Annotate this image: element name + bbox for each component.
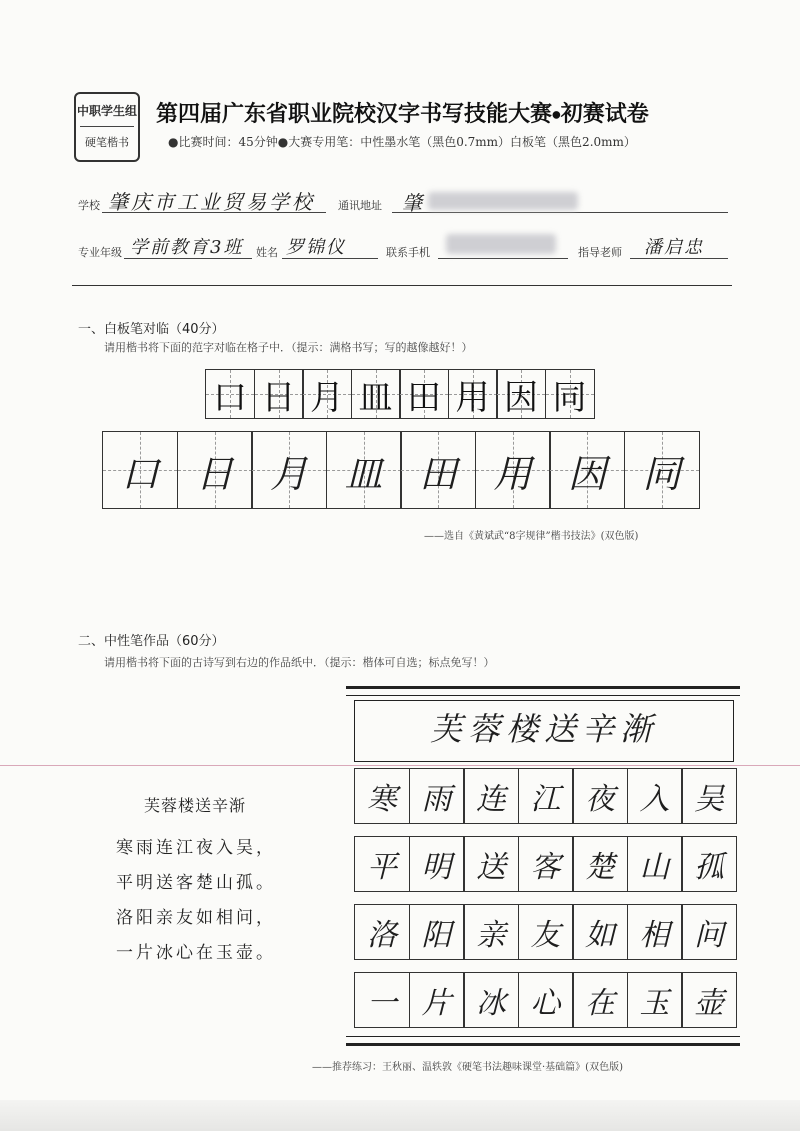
badge-divider (80, 126, 134, 127)
exam-title-suffix: 初赛试卷 (560, 102, 649, 127)
section2-source: ——推荐练习：王秋丽、温轶敦《硬笔书法趣味课堂·基础篇》(双色版) (312, 1062, 623, 1073)
work-char: 平 (367, 850, 397, 885)
model-char: 口 (213, 377, 247, 418)
exam-title (156, 97, 649, 128)
work-cell[interactable] (409, 768, 465, 824)
work-cell[interactable] (463, 904, 519, 960)
work-char: 壶 (694, 986, 724, 1021)
name-label: 姓名 (256, 246, 278, 259)
work-char: 相 (639, 918, 670, 953)
copy-char-cell[interactable] (177, 431, 253, 509)
badge-group-label: 中职学生组 (76, 104, 137, 118)
section1-title: 一、白板笔对临（40分） (78, 322, 225, 337)
copy-char: 田 (418, 451, 457, 496)
work-char: 问 (694, 918, 724, 953)
work-char: 玉 (639, 986, 670, 1021)
copy-char-cell[interactable] (475, 431, 551, 509)
work-char: 送 (476, 850, 506, 885)
work-row (354, 904, 736, 960)
work-char: 吴 (694, 782, 724, 817)
copy-char-cell[interactable] (102, 431, 178, 509)
work-char: 亲 (476, 918, 506, 953)
copy-char: 口 (120, 451, 159, 496)
model-char: 因 (504, 377, 538, 418)
work-cell[interactable] (354, 972, 410, 1028)
title-dot: ● (552, 109, 561, 121)
teacher-label: 指导老师 (578, 246, 622, 259)
scan-edge (0, 1100, 800, 1131)
model-char-cell (545, 369, 595, 419)
work-char: 孤 (694, 850, 724, 885)
work-cell[interactable] (409, 972, 465, 1028)
work-char: 明 (421, 850, 452, 885)
model-char: 用 (455, 377, 490, 418)
work-char: 洛 (367, 918, 397, 953)
work-cell[interactable] (354, 768, 410, 824)
header-divider (72, 285, 732, 286)
work-cell[interactable] (627, 972, 683, 1028)
poem-title: 芙蓉楼送辛渐 (144, 796, 247, 815)
work-cell[interactable] (572, 768, 628, 824)
category-badge (74, 92, 140, 162)
copy-char: 皿 (344, 451, 383, 496)
work-row (354, 972, 736, 1028)
teacher-field[interactable]: 潘启忠 (644, 237, 704, 258)
school-label: 学校 (78, 199, 100, 212)
exam-title-main: 第四届广东省职业院校汉字书写技能大赛 (156, 102, 553, 127)
work-cell[interactable] (518, 904, 574, 960)
address-redaction (428, 192, 578, 210)
exam-info: ●比赛时间：45分钟●大赛专用笔：中性墨水笔（黑色0.7mm）白板笔（黑色2.0mm） (168, 135, 636, 149)
name-field[interactable]: 罗锦仪 (286, 237, 346, 258)
major-label: 专业年级 (78, 246, 122, 259)
work-char: 连 (476, 782, 506, 817)
copy-char-cell[interactable] (251, 431, 327, 509)
poem-line: 一片冰心在玉壶。 (116, 943, 276, 963)
work-cell[interactable] (354, 904, 410, 960)
section2-title: 二、中性笔作品（60分） (78, 634, 225, 649)
poem-line: 寒雨连江夜入吴， (116, 838, 276, 858)
model-char-cell (399, 369, 449, 419)
work-cell[interactable] (409, 904, 465, 960)
badge-script-label: 硬笔楷书 (85, 136, 129, 149)
work-cell[interactable] (572, 836, 628, 892)
paper-top-border (346, 686, 740, 696)
work-cell[interactable] (463, 768, 519, 824)
work-char: 寒 (367, 782, 397, 817)
work-char: 友 (530, 918, 561, 953)
work-cell[interactable] (572, 904, 628, 960)
model-char-cell (254, 369, 304, 419)
work-cell[interactable] (463, 972, 519, 1028)
work-char: 阳 (421, 918, 452, 953)
work-char: 心 (530, 986, 561, 1021)
work-char: 山 (639, 850, 670, 885)
work-cell[interactable] (518, 972, 574, 1028)
copy-char-cell[interactable] (400, 431, 476, 509)
model-char-row (205, 369, 593, 419)
work-char: 客 (530, 850, 561, 885)
model-char: 皿 (358, 377, 393, 418)
model-char-cell (351, 369, 401, 419)
section1-instructions: 请用楷书将下面的范字对临在格子中．（提示：满格书写；写的越像越好！） (104, 341, 473, 354)
work-char: 如 (585, 918, 615, 953)
work-cell[interactable] (463, 836, 519, 892)
model-char: 田 (407, 377, 441, 418)
address-field[interactable]: 肇 (402, 191, 422, 215)
copy-char-cell[interactable] (624, 431, 700, 509)
copy-char: 因 (567, 451, 606, 496)
copy-char-cell[interactable] (326, 431, 402, 509)
section1-source: ——选自《黄斌武“8字规律”楷书技法》(双色版) (424, 531, 639, 542)
copy-char: 日 (195, 451, 234, 496)
work-char: 在 (585, 986, 615, 1021)
model-char: 月 (310, 377, 344, 418)
address-label: 通讯地址 (338, 199, 382, 212)
copy-char-cell[interactable] (549, 431, 625, 509)
work-cell[interactable] (518, 768, 574, 824)
work-cell[interactable] (627, 836, 683, 892)
model-char-cell (448, 369, 498, 419)
section2-instructions: 请用楷书将下面的古诗写到右边的作品纸中．（提示：楷体可自选；标点免写！） (104, 656, 495, 669)
work-char: 片 (421, 986, 452, 1021)
phone-label: 联系手机 (386, 246, 430, 259)
scan-artifact-line (0, 765, 800, 766)
phone-field[interactable] (446, 234, 556, 254)
work-cell[interactable] (354, 836, 410, 892)
work-row (354, 768, 736, 824)
major-field[interactable]: 学前教育3班 (130, 237, 244, 258)
model-char-cell (302, 369, 352, 419)
work-cell[interactable] (627, 904, 683, 960)
school-field[interactable]: 肇庆市工业贸易学校 (108, 190, 315, 214)
work-char: 雨 (421, 782, 452, 817)
model-char: 同 (552, 377, 587, 418)
model-char-cell (496, 369, 546, 419)
work-row (354, 836, 736, 892)
work-char: 夜 (585, 782, 615, 817)
work-cell[interactable] (681, 768, 737, 824)
work-cell[interactable] (681, 836, 737, 892)
phone-line (438, 258, 568, 259)
work-cell[interactable] (627, 768, 683, 824)
copy-char-row (102, 431, 698, 509)
copy-char: 用 (493, 451, 532, 496)
address-line (392, 212, 728, 213)
work-cell[interactable] (518, 836, 574, 892)
work-char: 楚 (585, 850, 615, 885)
work-cell[interactable] (681, 904, 737, 960)
poem-line: 平明送客楚山孤。 (116, 873, 276, 893)
work-char: 一 (367, 986, 397, 1021)
work-cell[interactable] (572, 972, 628, 1028)
model-char-cell (205, 369, 255, 419)
work-cell[interactable] (681, 972, 737, 1028)
copy-char: 月 (269, 451, 308, 496)
work-char: 江 (530, 782, 561, 817)
work-char: 冰 (476, 986, 506, 1021)
poem-line: 洛阳亲友如相问， (116, 908, 276, 928)
copy-char: 同 (642, 451, 681, 496)
model-char: 日 (261, 377, 296, 418)
work-cell[interactable] (409, 836, 465, 892)
work-title: 芙蓉楼送辛渐 (429, 710, 658, 748)
paper-bottom-border (346, 1036, 740, 1046)
work-char: 入 (639, 782, 670, 817)
